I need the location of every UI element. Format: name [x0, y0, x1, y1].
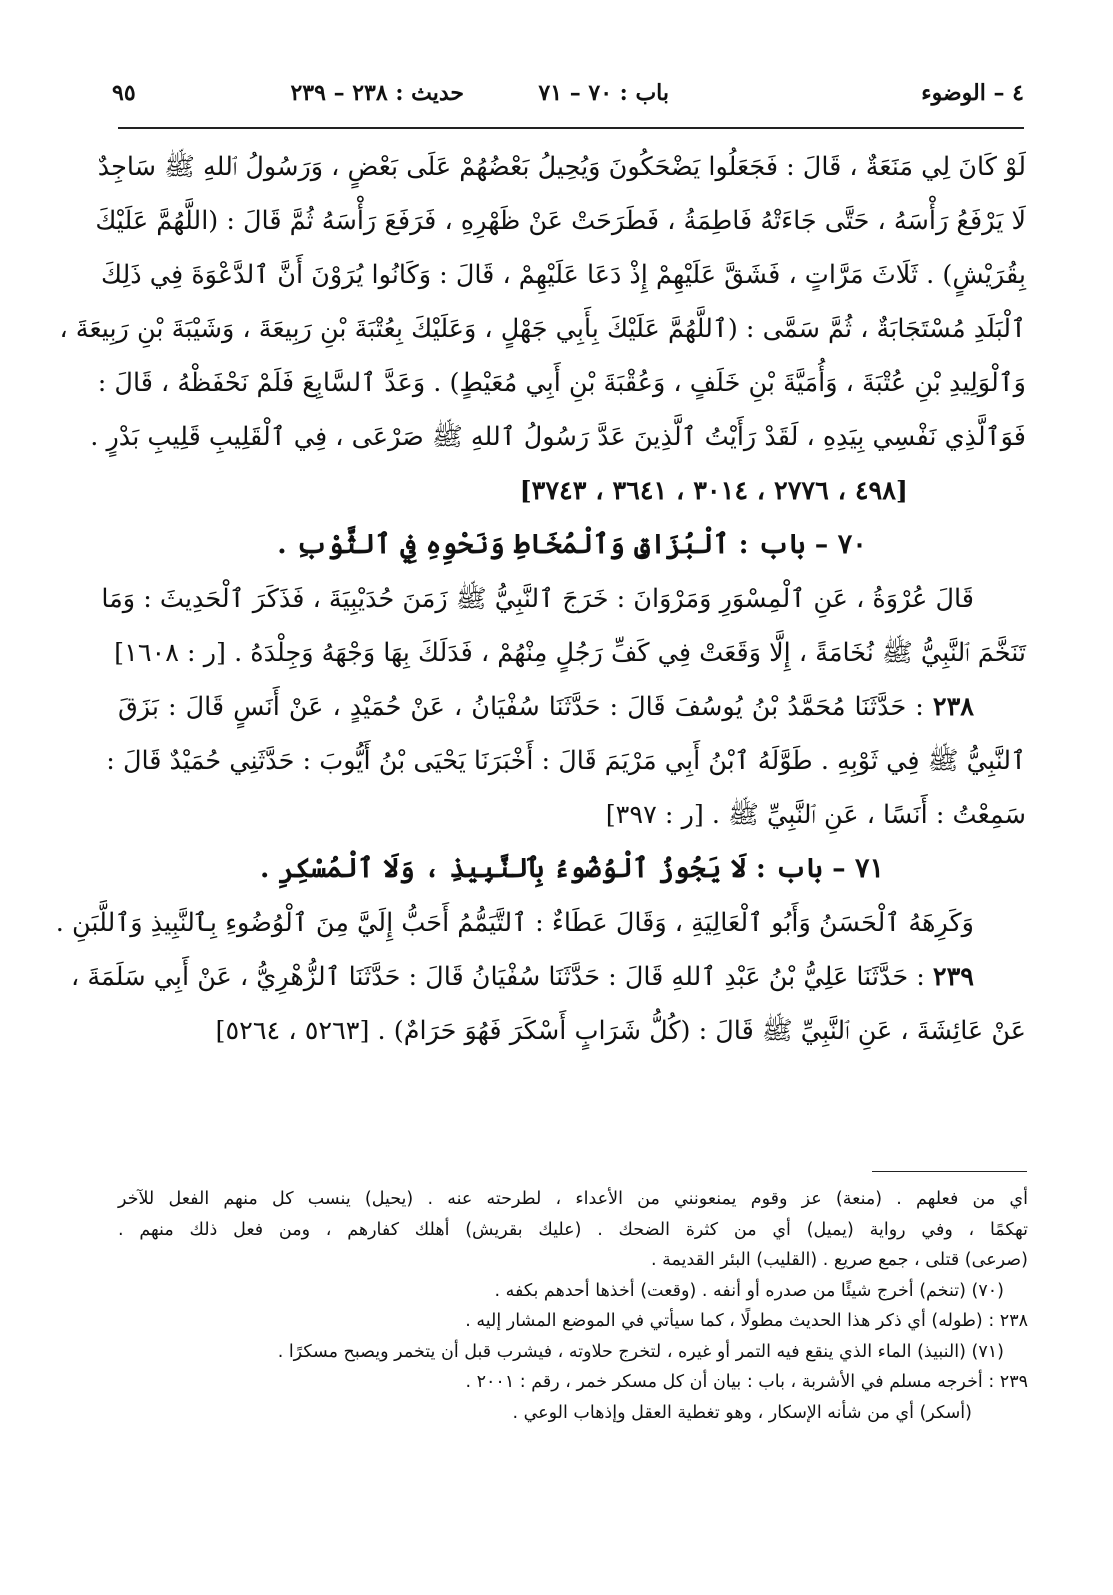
footnote-line: (أسكر) أي من شأنه الإسكار ، وهو تغطية العقل وإذهاب الوعي . [512, 1402, 972, 1423]
hadith-238-line [118, 680, 1026, 734]
text-line: ٱلْبَلَدِ مُسْتَجَابَةٌ ، ثُمَّ سَمَّى : (ٱللَّهُمَّ عَلَيْكَ بِأَبِي جَهْلٍ ، وَعَلَيْكَ بِعُتْبَةَ بْنِ رَبِيعَةَ ، وَشَيْبَةَ بْنِ رَبِيعَةَ ، [59, 314, 1026, 344]
hadith-text: : حَدَّثَنَا عَلِيُّ بْنُ عَبْدِ ٱللهِ قَالَ : حَدَّثَنَا سُفْيَانُ قَالَ : حَدَّثَنَا ٱلزُّهْرِيُّ ، عَنْ أَبِي سَلَمَةَ ، [71, 962, 925, 992]
text-line: قَالَ عُرْوَةُ ، عَنِ ٱلْمِسْوَرِ وَمَرْوَانَ : خَرَجَ ٱلنَّبِيُّ ﷺ زَمَنَ حُدَيْبِيَةَ ، فَذَكَرَ ٱلْحَدِيثَ : وَمَا [101, 584, 974, 614]
hadith-239-line [71, 950, 1026, 1004]
cross-references: [٤٩٨ ، ٢٧٧٦ ، ٣٠١٤ ، ٣٦٤١ ، ٣٧٤٣] [519, 476, 908, 506]
chapter-heading-71: ٧١ – باب : لَا يَجُوزُ ٱلْوُضُوءُ بِٱلنَّبِيذِ ، وَلَا ٱلْمُسْكِرِ . [259, 853, 885, 884]
text-line: عَنْ عَائِشَةَ ، عَنِ ٱلنَّبِيِّ ﷺ قَالَ : (كُلُّ شَرَابٍ أَسْكَرَ فَهُوَ حَرَامٌ) . [٥٢٦٣ ، ٥٢٦٤] [215, 1016, 1026, 1046]
page-number: ٩٥ [112, 80, 136, 106]
main-text [55, 140, 1026, 1058]
text-line: لَوْ كَانَ لِي مَنَعَةٌ ، قَالَ : فَجَعَلُوا يَضْحَكُونَ وَيُحِيلُ بَعْضُهُمْ عَلَى بَعْضٍ ، وَرَسُولُ ٱللهِ ﷺ سَاجِدٌ [97, 152, 1026, 182]
bab-range: باب : ٧٠ – ٧١ [538, 80, 669, 106]
footnote-line: أي من فعلهم . (منعة) عز وقوم يمنعونني من الأعداء ، لطرحته عنه . (يحيل) ينسب كل منهم الفعل للآخر [118, 1189, 1028, 1209]
footnote-line: (صرعى) قتلى ، جمع صريع . (القليب) البئر القديمة . [651, 1250, 1028, 1270]
footnote-line: (٧١) (النبيذ) الماء الذي ينقع فيه التمر أو غيره ، لتخرج حلاوته ، فيشرب قبل أن يتخمر ويصبح مسكرًا . [277, 1341, 1004, 1362]
hadith-range: حديث : ٢٣٨ – ٢٣٩ [290, 80, 464, 106]
hadith-number: ٢٣٨ [932, 692, 974, 722]
footnotes [118, 1184, 1028, 1428]
text-line: سَمِعْتُ : أَنَسًا ، عَنِ ٱلنَّبِيِّ ﷺ . [ر : ٣٩٧] [605, 800, 1026, 830]
header-rule [118, 127, 1024, 129]
text-line: وَٱلْوَلِيدِ بْنِ عُتْبَةَ ، وَأُمَيَّةَ بْنِ خَلَفٍ ، وَعُقْبَةَ بْنِ أَبِي مُعَيْطٍ) . وَعَدَّ ٱلسَّابِعَ فَلَمْ نَحْفَظْهُ ، قَالَ : [97, 368, 1026, 398]
text-line: تَنَخَّمَ ٱلنَّبِيُّ ﷺ نُخَامَةً ، إِلَّا وَقَعَتْ فِي كَفِّ رَجُلٍ مِنْهُمْ ، فَدَلَكَ بِهَا وَجْهَهُ وَجِلْدَهُ . [ر : ١٦٠٨] [114, 638, 1026, 668]
text-line: فَوَٱلَّذِي نَفْسِي بِيَدِهِ ، لَقَدْ رَأَيْتُ ٱلَّذِينَ عَدَّ رَسُولُ ٱللهِ ﷺ صَرْعَى ، فِي ٱلْقَلِيبِ قَلِيبِ بَدْرٍ . [90, 422, 1026, 452]
footnote-line: تهكمًا ، وفي رواية (يميل) أي من كثرة الضحك . (عليك بقريش) أهلك كفارهم ، ومن فعل ذلك منهم . [118, 1219, 1028, 1240]
footnote-rule [872, 1171, 1027, 1172]
text-line: ٱلنَّبِيُّ ﷺ فِي ثَوْبِهِ . طَوَّلَهُ ٱبْنُ أَبِي مَرْيَمَ قَالَ : أَخْبَرَنَا يَحْيَى بْنُ أَيُّوبَ : حَدَّثَنِي حُمَيْدٌ قَالَ : [106, 746, 1026, 776]
hadith-number: ٢٣٩ [932, 962, 974, 992]
hadith-text: : حَدَّثَنَا مُحَمَّدُ بْنُ يُوسُفَ قَالَ : حَدَّثَنَا سُفْيَانُ ، عَنْ حُمَيْدٍ ، عَنْ أَنَسٍ قَالَ : بَزَقَ [118, 692, 924, 722]
text-line: لَا يَرْفَعُ رَأْسَهُ ، حَتَّى جَاءَتْهُ فَاطِمَةُ ، فَطَرَحَتْ عَنْ ظَهْرِهِ ، فَرَفَعَ رَأْسَهُ ثُمَّ قَالَ : (اللَّهُمَّ عَلَيْكَ [95, 206, 1026, 236]
text-line: وَكَرِهَهُ ٱلْحَسَنُ وَأَبُو ٱلْعَالِيَةِ ، وَقَالَ عَطَاءٌ : ٱلتَّيَمُّمُ أَحَبُّ إِلَيَّ مِنَ ٱلْوُضُوءِ بِٱلنَّبِيذِ وَٱللَّبَنِ . [55, 908, 974, 938]
text-line: بِقُرَيْشٍ) . ثَلَاثَ مَرَّاتٍ ، فَشَقَّ عَلَيْهِمْ إِذْ دَعَا عَلَيْهِمْ ، قَالَ : وَكَانُوا يُرَوْنَ أَنَّ ٱلدَّعْوَةَ فِي ذَلِكَ [101, 260, 1026, 290]
running-header [112, 80, 1024, 122]
footnote-line: (٧٠) (تنخم) أخرج شيئًا من صدره أو أنفه . (وقعت) أخذها أحدهم بكفه . [494, 1280, 1004, 1301]
chapter-title: ٤ – الوضوء [921, 80, 1024, 106]
chapter-heading-70: ٧٠ – باب : ٱلْبُزَاقِ وَٱلْمُخَاطِ وَنَحْوِهِ فِي ٱلثَّوْبِ . [277, 529, 867, 560]
footnote-line: ٢٣٩ : أخرجه مسلم في الأشربة ، باب : بيان أن كل مسكر خمر ، رقم : ٢٠٠١ . [465, 1372, 1028, 1392]
footnote-line: ٢٣٨ : (طوله) أي ذكر هذا الحديث مطولًا ، كما سيأتي في الموضع المشار إليه . [465, 1311, 1028, 1331]
